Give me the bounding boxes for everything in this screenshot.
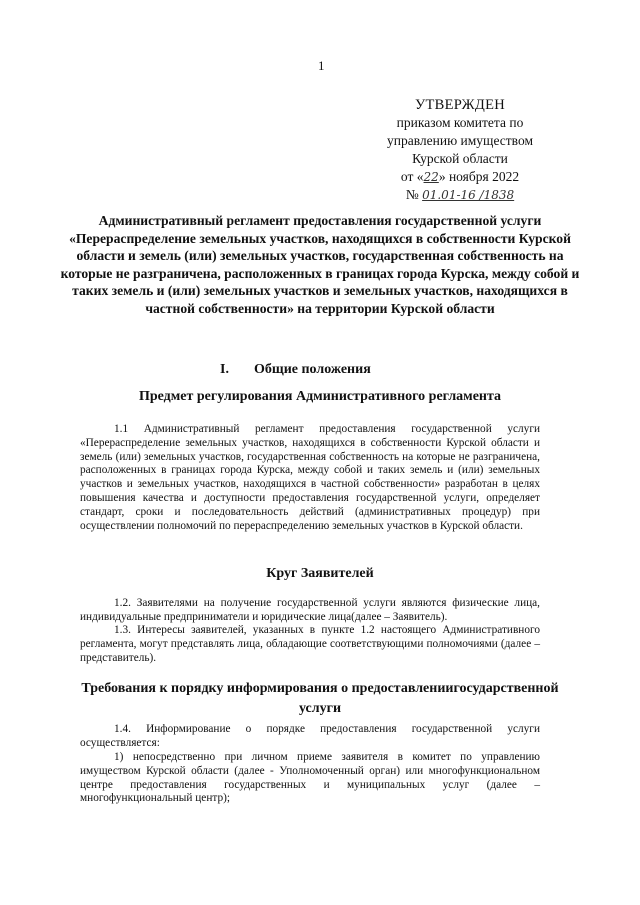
page-number: 1 (318, 58, 325, 73)
approval-line-1: приказом комитета по (396, 115, 524, 130)
document-title: Административный регламент предоставления государственной услуги «Перераспределение земельных участков, находящихся в собственности Курской области и земель (или) земельных участков, государственная собственность на которые не разграничена, расположенных в границах города Курска, между собой и таких земель и (или) земельных участков и земельных участков, находящихся в частной собственности» на территории Курской области (60, 213, 580, 316)
section-number: I. (220, 362, 229, 377)
subheading-information: Требования к порядку информирования о предоставлениигосударственной услуги (81, 681, 559, 716)
approval-stamp (360, 96, 560, 204)
section-title: Общие положения (254, 362, 371, 377)
paragraph-1-4: 1.4. Информирование о порядке предоставления государственной услуги осуществляется: (80, 723, 540, 749)
paragraph-1-1: 1.1 Административный регламент предоставления государственной услуги «Перераспределение земельных участков, находящихся в собственности Курской области и земель (или) земельных участков, государственная собственность на которые не разграничена, расположенных в границах города Курска, между собой и таких земель и (или) земельных участков и земельных участков, находящихся в частной собственности» разработан в целях повышения качества и доступности предоставления государственной услуги, определяет стандарт, сроки и последовательность действий (административных процедур) при осуществлении полномочий по перераспределению земельных участков в Курской области. (80, 423, 540, 532)
approval-date-day: 22 (423, 170, 439, 184)
paragraph-1-3: 1.3. Интересы заявителей, указанных в пункте 1.2 настоящего Административного регламента, могут представлять лица, обладающие соответствующими полномочиями (далее – представитель). (80, 624, 540, 664)
approval-number (360, 186, 560, 204)
paragraph-1-4-item-1: 1) непосредственно при личном приеме заявителя в комитет по управлению имуществом Курской области (далее - Уполномоченный орган) или многофункциональном центре предоставления государственных и муниципальных услуг (далее – многофункциональный центр); (80, 751, 540, 805)
approval-line-2: управлению имуществом (386, 133, 533, 148)
approval-date-suffix: » ноября 2022 (438, 169, 520, 184)
approval-line-3: Курской области (412, 151, 508, 166)
subheading-applicants: Круг Заявителей (266, 566, 374, 581)
paragraph-1-2: 1.2. Заявителями на получение государственной услуги являются физические лица, индивидуальные предприниматели и юридические лица(далее – Заявитель). (80, 597, 540, 623)
approval-date-prefix: от « (400, 169, 424, 184)
approval-date (360, 168, 560, 186)
approval-heading: УТВЕРЖДЕН (414, 97, 506, 113)
section-heading (220, 362, 371, 378)
subheading-subject: Предмет регулирования Административного регламента (138, 389, 502, 404)
approval-number-value: 01.01-16 /1838 (422, 188, 515, 202)
approval-number-prefix: № (405, 187, 419, 202)
